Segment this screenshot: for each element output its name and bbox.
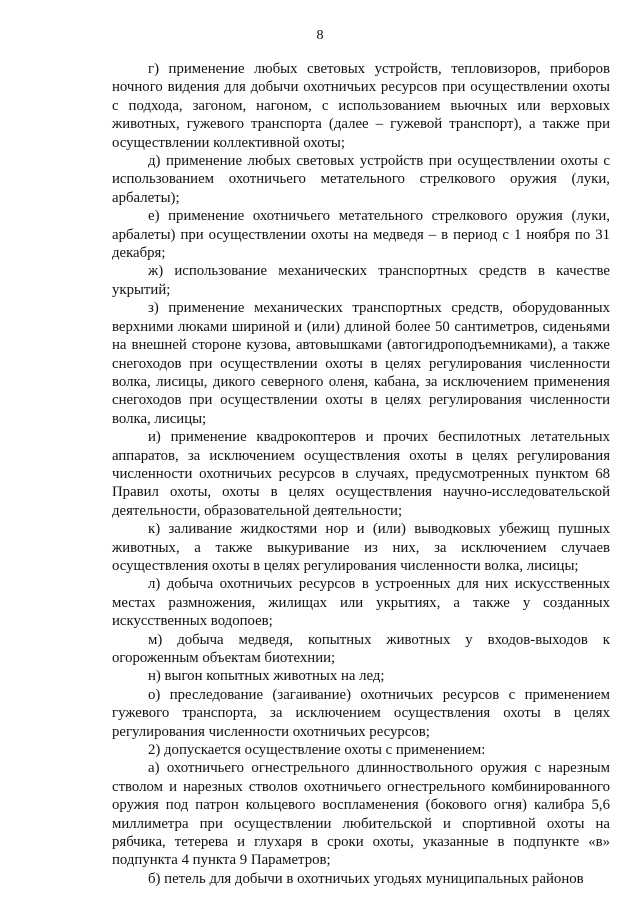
document-body bbox=[112, 60, 610, 888]
paragraph-i: и) применение квадрокоптеров и прочих беспилотных летательных аппаратов, за исключением осуществления охоты в целях регулирования численности охотничьих ресурсов в случаях, предусмотренных пунктом 68 Правил охоты, охоты в целях осуществления научно-исследовательской деятельности, образовательной деятельности; bbox=[112, 429, 610, 519]
paragraph-n: н) выгон копытных животных на лед; bbox=[148, 668, 385, 685]
page-number: 8 bbox=[316, 28, 324, 43]
paragraph-2: 2) допускается осуществление охоты с применением: bbox=[148, 742, 486, 759]
paragraph-o: о) преследование (загаивание) охотничьих ресурсов с применением гужевого транспорта, за исключением осуществления охоты в целях регулирования численности охотничьих ресурсов; bbox=[112, 686, 610, 740]
paragraph-zh: ж) использование механических транспортных средств в качестве укрытий; bbox=[112, 263, 610, 298]
paragraph-e: е) применение охотничьего метательного стрелкового оружия (луки, арбалеты) при осуществлении охоты на медведя – в период с 1 ноября по 31 декабря; bbox=[112, 208, 610, 262]
paragraph-a: а) охотничьего огнестрельного длинноствольного оружия с нарезным стволом и нарезных стволов охотничьего огнестрельного комбинированного оружия под патрон кольцевого воспламенения (бокового огня) калибра 5,6 миллиметра при осуществлении любительской и спортивной охоты на рябчика, тетерева и глухаря в сроки охоты, указанные в подпункте «в» подпункта 4 пункта 9 Параметров; bbox=[112, 760, 610, 869]
paragraph-l: л) добыча охотничьих ресурсов в устроенных для них искусственных местах размножения, жилищах или укрытиях, а также у созданных искусственных водопоев; bbox=[112, 576, 610, 630]
paragraph-m: м) добыча медведя, копытных животных у входов-выходов к огороженным объектам биотехнии; bbox=[112, 631, 610, 666]
paragraph-k: к) заливание жидкостями нор и (или) выводковых убежищ пушных животных, а также выкуривание из них, за исключением случаев осуществления охоты в целях регулирования численности волка, лисицы; bbox=[112, 521, 610, 574]
paragraph-b: б) петель для добычи в охотничьих угодьях муниципальных районов bbox=[148, 870, 584, 887]
paragraph-z: з) применение механических транспортных средств, оборудованных верхними люками шириной и (или) длиной более 50 сантиметров, сиденьями на внешней стороне кузова, автовышками (автогидроподъемниками), а также снегоходов при осуществлении охоты в целях регулирования численности волка, лисицы, дикого северного оленя, кабана, за исключением применения снегоходов при осуществлении охоты в целях регулирования численности волка, лисицы; bbox=[112, 300, 610, 427]
paragraph-d: д) применение любых световых устройств при осуществлении охоты с использованием охотничьего метательного стрелкового оружия (луки, арбалеты); bbox=[112, 153, 610, 206]
paragraph-g: г) применение любых световых устройств, тепловизоров, приборов ночного видения для добычи охотничьих ресурсов при осуществлении охоты с подхода, загоном, нагоном, с использованием вьючных или верховых животных, гужевого транспорта (далее – гужевой транспорт), а также при осуществлении коллективной охоты; bbox=[112, 61, 610, 151]
